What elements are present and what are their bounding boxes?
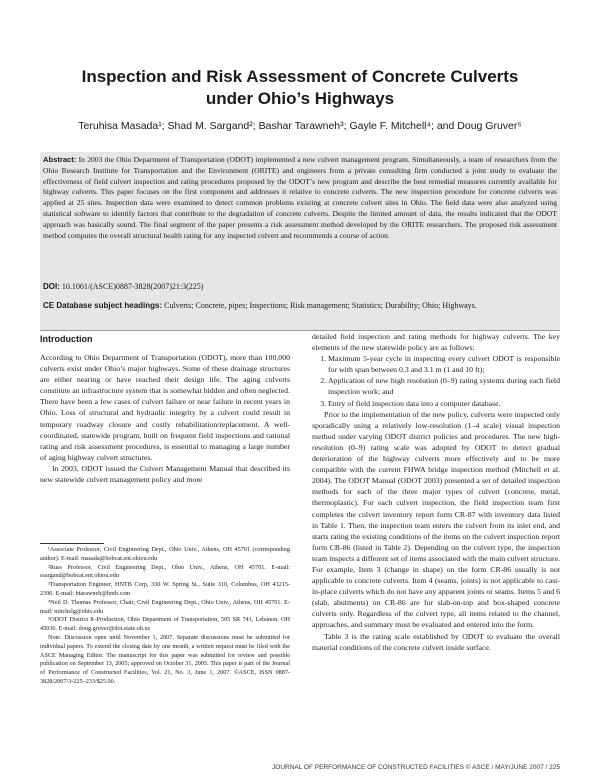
list-item: 3. Entry of field inspection data into a computer database. [328, 398, 560, 409]
footnotes [40, 546, 290, 687]
body-paragraph: detailed field inspection and rating methods for highway culverts. The key elements of the new statewide policy are as follows: [312, 332, 560, 353]
abstract-text: In 2003 the Ohio Department of Transportation (ODOT) implemented a new culvert management program. Simultaneously, a team of researchers from the Ohio Research Institute for Transportation and the Environment (ORITE) and engineers from a private consulting firm conducted a joint study to evaluate the effectiveness of field culvert inspection and rating procedures proposed by the ODOT’s new program and describe the best remedial measures currently available for highway culverts. This paper focuses on the first component and addresses it relative to concrete culverts. The new inspection procedure for concrete culverts was applied at 25 sites. Inspection data were examined to detect common problems existing at concrete culvert sites in Ohio. The field data were also analyzed using statistical software to identify factors that contribute to the degradation of concrete culverts. Despite the limited amount of data, the results indicated that the ODOT approach was basically sound. The final segment of the paper presents a risk assessment method developed by the ORITE researchers. The proposed risk assessment method computes the overall structural health rating for any inspected culvert and recommends a course of action. [43, 155, 558, 240]
submission-note: Note. Discussion open until November 1, 2007. Separate discussions must be submitted for individual papers. To extend the closing date by one month, a written request must be filed with the ASCE Managing Editor. The manuscript for this paper was submitted for review and possible publication on September 13, 2005; approved on October 31, 2005. This paper is part of the Journal of Performance of Constructed Facilities, Vol. 21, No. 3, June 1, 2007. ©ASCE, ISSN 0887-3828/2007/3-225–233/$25.00. [40, 633, 290, 685]
body-paragraph: In 2003, ODOT issued the Culvert Management Manual that described its new statewide culvert management policy and more [40, 463, 290, 485]
body-paragraph: Prior to the implementation of the new policy, culverts were inspected only sporadically using a relatively low-resolution (1–4 scale) visual inspection method under varying ODOT district policies and procedures. The new high-resolution (0–9) rating scale was adopted by ODOT to detect gradual deterioration of the highway culverts more effectively and to be more compatible with the current FHWA bridge inspection method (Mitchell et al. 2004). The ODOT Manual (ODOT 2003) presented a set of detailed inspection methods for each of the three major types of culvert (concrete, metal, thermoplastic). For each culvert inspection, the field inspection team first completes the culvert inventory report form CR-87 with inventory data listed in Table 1. Then, the inspection team enters the culvert from its inlet end, and starts rating the existing conditions of the items on the culvert inspection report form CR-86 (listed in Table 2). Depending on the culvert type, the inspection team inspects a different set of items associated with the main culvert structure. For example, Item 3 (change in shape) on the form CR-86 usually is not applicable to concrete culverts. Item 4 (seams, joints) is not applicable to cast-in-place culverts which do not have any apparent joints or seams. Items 5 and 6 (slab, abutments) on CR-86 are for slab-on-top and box-shaped concrete culverts only. Regardless of the culvert type, all items related to the channel, approaches, and summary must be evaluated and entered into the form. [312, 409, 560, 630]
footnote: ³Transportation Engineer, HNTB Corp, 330 W. Spring St., Suite 310, Columbus, OH 43215-2390. E-mail: btarawneh@hntb.com [40, 581, 290, 597]
subject-headings-value: Culverts; Concrete, pipes; Inspections; Risk management; Statistics; Durability; Ohio; Highways. [164, 301, 477, 310]
doi-line [43, 281, 557, 292]
footnote: ¹Associate Professor, Civil Engineering Dept., Ohio Univ., Athens, OH 45701 (corresponding author). E-mail: masada@bobcat.ent.ohiou.edu [40, 546, 290, 562]
body-paragraph: Table 3 is the rating scale established by ODOT to evaluate the overall material conditions of the concrete culvert inside surface. [312, 631, 560, 652]
footnote: ²Russ Professor, Civil Engineering Dept., Ohio Univ., Athens, OH 45701. E-mail: ssargand@bobcat.ent.ohiou.edu [40, 563, 290, 580]
abstract-label: Abstract: [43, 155, 77, 164]
page-footer: JOURNAL OF PERFORMANCE OF CONSTRUCTED FACILITIES © ASCE / MAY/JUNE 2007 / 225 [272, 764, 560, 771]
policy-list [312, 353, 560, 408]
body-paragraph: According to Ohio Department of Transportation (ODOT), more than 100,000 culverts exist under Ohio’s major highways. Some of these drainage structures are either nearing or have reached their design life. The aging culverts constitute an infrastructure system that is somewhat hidden and often neglected. There have been a few cases of culvert failure or near failure in recent years in Ohio. Loss of structural and hydraulic integrity by a culvert could result in temporary roadway closure and costly rehabilitation/replacement. A well-coordinated, statewide program, built on frequent field inspections and rational rating and risk assessment procedures, is essential to managing a large number of aging highway culvert structures. [40, 353, 290, 462]
footnote: ⁴Neil D. Thomas Professor, Chair, Civil Engineering Dept., Ohio Univ., Athens, OH 45701. E-mail: mitchelg@ohio.edu [40, 598, 290, 615]
footnote: ⁵ODOT District 8–Production, Ohio Department of Transportation, 505 SR 741, Lebanon, OH 45036. E-mail: doug.gruver@dot.state.oh.us [40, 616, 290, 633]
list-item: 1. Maximum 5-year cycle in inspecting every culvert ODOT is responsible for with span between 0.3 and 3.1 m (1 and 10 ft); [328, 353, 560, 375]
abstract [43, 155, 557, 241]
paper-title: Inspection and Risk Assessment of Concrete Culverts under Ohio’s Highways [81, 67, 519, 108]
author-list: Teruhisa Masada¹; Shad M. Sargand²; Bashar Tarawneh³; Gayle F. Mitchell⁴; and Doug Gruver⁵ [78, 120, 522, 132]
doi-label: DOI: [43, 282, 60, 291]
subject-headings-label: CE Database subject headings: [43, 301, 163, 310]
right-column [312, 331, 560, 653]
list-item: 2. Application of new high resolution (0–9) rating systems during each field inspection work; and [328, 375, 560, 397]
left-column [40, 352, 290, 485]
subject-headings [43, 300, 557, 311]
introduction-heading: Introduction [40, 334, 93, 344]
doi-value: 10.1061/(ASCE)0887-3828(2007)21:3(225) [61, 282, 204, 291]
footnote-divider [40, 543, 104, 544]
